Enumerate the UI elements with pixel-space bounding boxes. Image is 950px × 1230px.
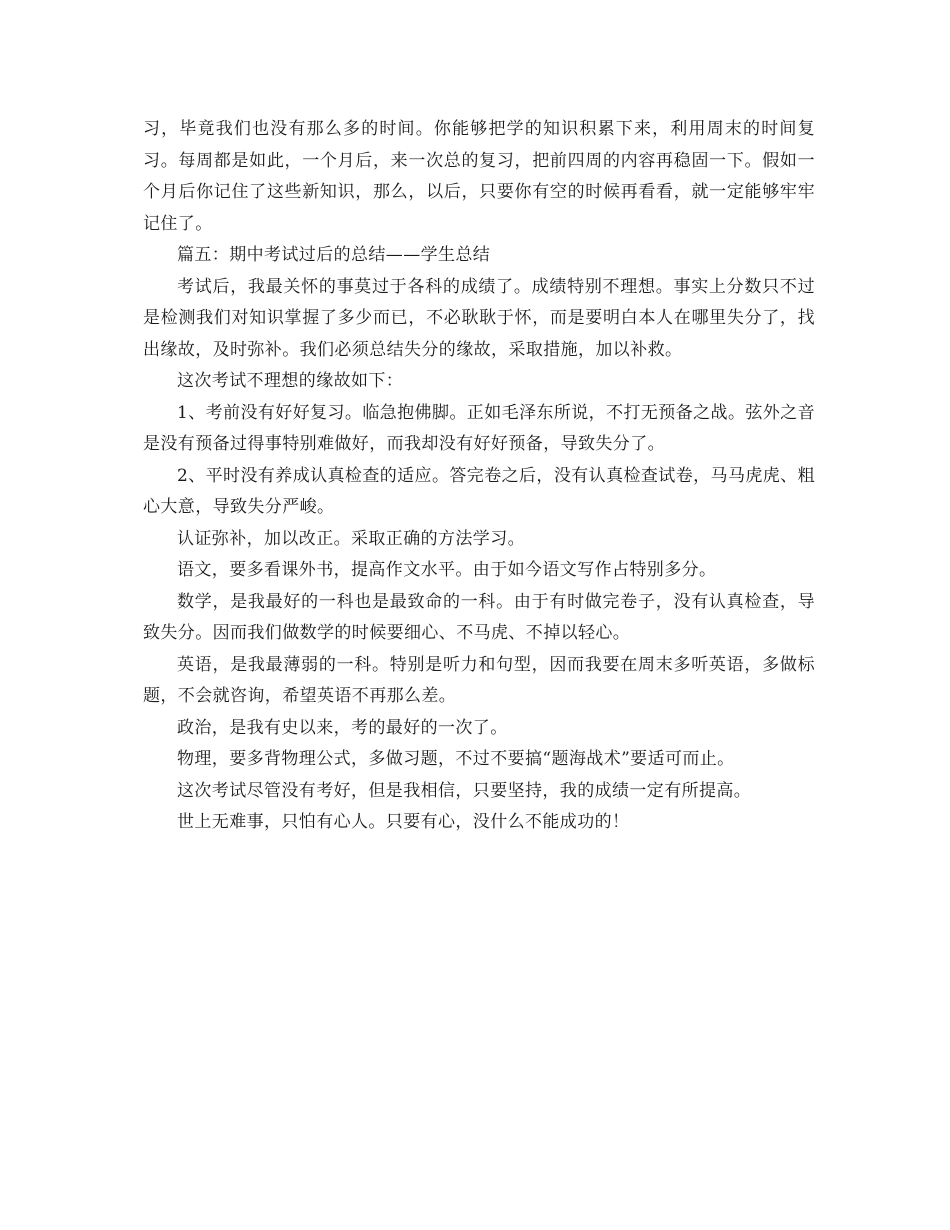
paragraph: 世上无难事，只怕有心人。只要有心，没什么不能成功的！ [177,812,630,832]
paragraph: 这次考试尽管没有考好，但是我相信，只要坚持，我的成绩一定有所提高。 [177,780,752,801]
section-heading: 篇五：期中考试过后的总结——学生总结 [177,245,491,265]
paragraph: 政治，是我有史以来，考的最好的一次了。 [177,717,508,738]
paragraph: 这次考试不理想的缘故如下： [177,371,404,391]
paragraph: 英语，是我最薄弱的一科。特别是听力和句型，因而我要在周末多听英语，多做标题，不会就咨询，希望英语不再那么差。 [143,654,815,706]
paragraph: 语文，要多看课外书，提高作文水平。由于如今语文写作占特别多分。 [177,560,717,580]
paragraph: 物理，要多背物理公式，多做习题，不过不要搞“题海战术”要适可而止。 [177,749,735,769]
paragraph: 认证弥补，加以改正。采取正确的方法学习。 [177,528,525,549]
list-item: 2、平时没有养成认真检查的适应。答完卷之后，没有认真检查试卷，马马虎虎、粗心大意，导致失分严峻。 [143,465,815,517]
paragraph: 考试后，我最关怀的事莫过于各科的成绩了。成绩特别不理想。事实上分数只不过是检测我们对知识掌握了多少而已，不必耿耿于怀，而是要明白本人在哪里失分了，找出缘故，及时弥补。我们必须总结失分的缘故，采取措施，加以补救。 [143,276,815,360]
document-body [143,114,815,839]
list-item: 1、考前没有好好复习。临急抱佛脚。正如毛泽东所说，不打无预备之战。弦外之音是没有预备过得事特别难做好，而我却没有好好预备，导致失分了。 [143,402,815,454]
paragraph-continuation: 习，毕竟我们也没有那么多的时间。你能够把学的知识积累下来，利用周末的时间复习。每周都是如此，一个月后，来一次总的复习，把前四周的内容再稳固一下。假如一个月后你记住了这些新知识，那么，以后，只要你有空的时候再看看，就一定能够牢牢记住了。 [143,119,815,234]
paragraph: 数学，是我最好的一科也是最致命的一科。由于有时做完卷子，没有认真检查，导致失分。因而我们做数学的时候要细心、不马虎、不掉以轻心。 [143,591,815,643]
